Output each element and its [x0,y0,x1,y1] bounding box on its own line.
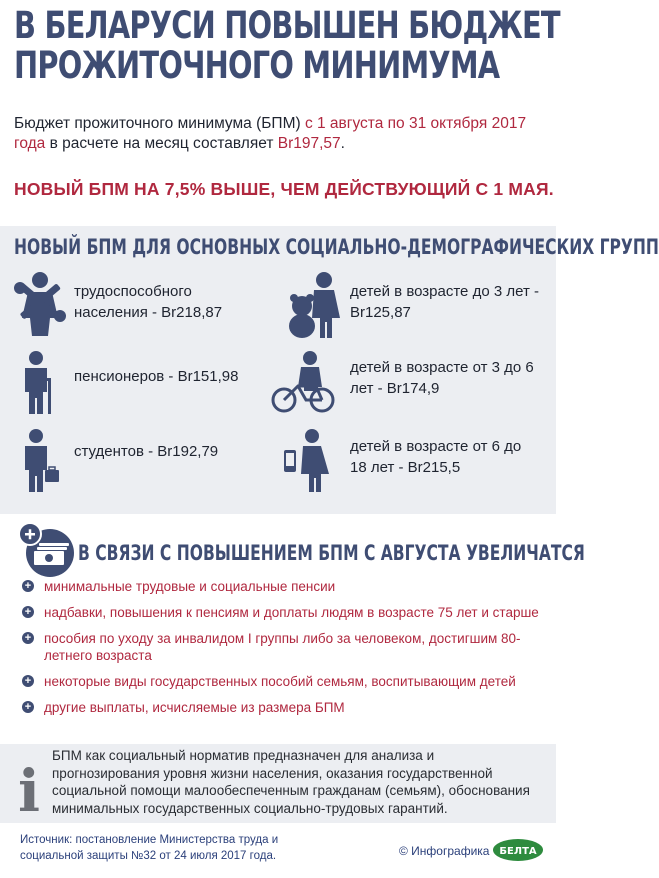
intro-part-5: . [340,135,345,152]
source-note: Источник: постановление Министерства труда и социальной защиты №32 от 24 июля 2017 года. [20,834,279,862]
page-title [14,4,560,87]
list-item [22,673,552,690]
pensioner-cane-icon [20,350,56,414]
list-item-text: надбавки, повышения к пенсиям и доплаты людям в возрасте 75 лет и старше [44,605,539,620]
list-item [22,578,552,595]
intro-period: с 1 августа по 31 октября 2017 года [14,115,527,152]
plus-bullet-icon: + [22,632,34,644]
intro-part-3: в расчете на месяц составляет [45,135,278,152]
svg-text:БЕЛТА: БЕЛТА [499,846,537,857]
group-children-0-3: детей в возрасте до 3 лет - Br125,87 [350,283,539,321]
plus-bullet-icon: + [22,675,34,687]
list-item-text: пособия по уходу за инвалидом I группы либо за человеком, достигшим 80-летнего возраста [44,631,521,663]
student-briefcase-icon [20,428,60,494]
increase-list [22,578,552,725]
intro-text [14,114,544,154]
plus-bullet-icon: + [22,580,34,592]
increase-title: В СВЯЗИ С ПОВЫШЕНИЕМ БПМ С АВГУСТА УВЕЛИЧАТСЯ [78,541,585,565]
list-item [22,630,552,664]
list-item-text: некоторые виды государственных пособий семьям, воспитывающим детей [44,674,516,689]
list-item-text: другие выплаты, исчисляемые из размера БПМ [44,700,345,715]
list-item-text: минимальные трудовые и социальные пенсии [44,579,336,594]
group-pensioners: пенсионеров - Br151,98 [74,368,239,385]
group-children-6-18: детей в возрасте от 6 до 18 лет - Br215,5 [350,438,522,476]
group-children-3-6: детей в возрасте от 3 до 6 лет - Br174,9 [350,359,534,397]
tools-worker-icon [12,270,68,338]
money-plus-icon [18,523,76,579]
list-item [22,604,552,621]
intro-amount: Br197,57 [277,135,341,152]
highlight-text: НОВЫЙ БПМ НА 7,5% ВЫШЕ, ЧЕМ ДЕЙСТВУЮЩИЙ С 1 МАЯ. [14,179,554,199]
info-text: БПМ как социальный норматив предназначен для анализа и прогнозирования уровня жизни населения, оказания государственной социальной помощи малообеспеченным гражданам (семьям), обоснования минимальных государственных социально-трудовых гарантий. [52,748,530,816]
credit-text: © Инфографика [399,844,490,858]
list-item [22,699,552,716]
group-workers: трудоспособного населения - Br218,87 [74,283,223,321]
plus-bullet-icon: + [22,606,34,618]
belta-logo-icon [492,838,544,862]
info-icon: i [18,757,41,825]
child-bicycle-icon [270,350,336,416]
intro-part-1: Бюджет прожиточного минимума (БПМ) [14,115,305,132]
child-teddy-bear-icon [284,270,344,340]
group-students: студентов - Br192,79 [74,443,219,460]
groups-title: НОВЫЙ БПМ ДЛЯ ОСНОВНЫХ СОЦИАЛЬНО-ДЕМОГРАФИЧЕСКИХ ГРУПП [14,235,659,259]
plus-bullet-icon: + [22,701,34,713]
title-line-2: ПРОЖИТОЧНОГО МИНИМУМА [14,44,500,87]
teen-phone-icon [282,428,332,494]
title-line-1: В БЕЛАРУСИ ПОВЫШЕН БЮДЖЕТ [14,4,560,47]
